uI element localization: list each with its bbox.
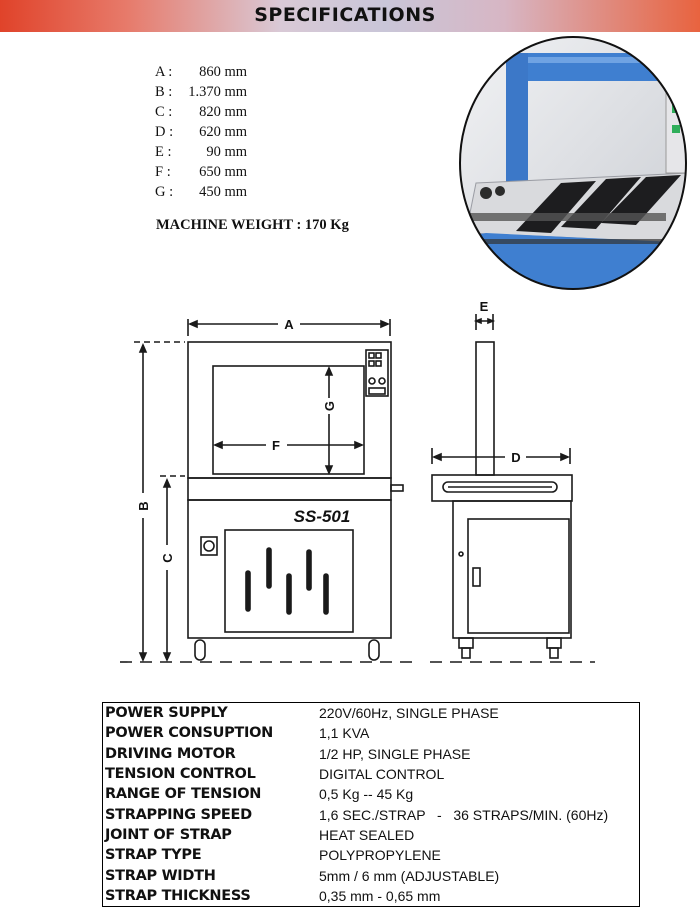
dim-label-d: D [511, 450, 521, 465]
table-row: RANGE OF TENSION 0,5 Kg -- 45 Kg [105, 786, 414, 803]
machine-photo-illustration [456, 33, 690, 293]
table-row: STRAP THICKNESS 0,35 mm - 0,65 mm [105, 887, 441, 904]
side-view [430, 314, 595, 662]
table-row: JOINT OF STRAP HEAT SEALED [105, 826, 415, 843]
dim-label-f: F [272, 438, 280, 453]
dim-label-a: A [284, 317, 294, 332]
dim-label-b: B [136, 501, 151, 511]
dimension-row-a: A : 860 mm [155, 64, 247, 80]
spec-table [102, 702, 640, 907]
table-row: STRAP WIDTH 5mm / 6 mm (ADJUSTABLE) [105, 867, 500, 884]
dimension-row-f: F : 650 mm [155, 164, 247, 180]
dimension-row-c: C : 820 mm [155, 104, 247, 120]
dim-label-c: C [160, 553, 175, 563]
machine-photo [456, 33, 690, 293]
table-row: TENSION CONTROL DIGITAL CONTROL [105, 766, 445, 783]
header-banner [0, 0, 700, 32]
table-row: STRAP TYPE POLYPROPYLENE [105, 847, 441, 864]
dim-label-g: G [322, 400, 337, 412]
dimension-row-e: E : 90 mm [155, 144, 247, 160]
machine-weight: MACHINE WEIGHT : 170 Kg [156, 217, 349, 233]
dimension-list [155, 62, 247, 202]
dimension-row-g: G : 450 mm [155, 184, 247, 200]
dimension-row-d: D : 620 mm [155, 124, 247, 140]
front-view [120, 319, 420, 662]
technical-drawing [0, 290, 700, 690]
dimension-row-b: B : 1.370 mm [155, 84, 247, 100]
dim-label-e: E [479, 299, 489, 314]
table-row: POWER SUPPLY 220V/60Hz, SINGLE PHASE [105, 705, 499, 722]
model-name: SS-501 [293, 507, 351, 526]
page-title: SPECIFICATIONS [254, 4, 436, 26]
table-row: STRAPPING SPEED 1,6 SEC./STRAP - 36 STRAPS/MIN. (60Hz) [105, 806, 609, 823]
table-row: DRIVING MOTOR 1/2 HP, SINGLE PHASE [105, 745, 471, 762]
table-row: POWER CONSUPTION 1,1 KVA [105, 725, 370, 742]
